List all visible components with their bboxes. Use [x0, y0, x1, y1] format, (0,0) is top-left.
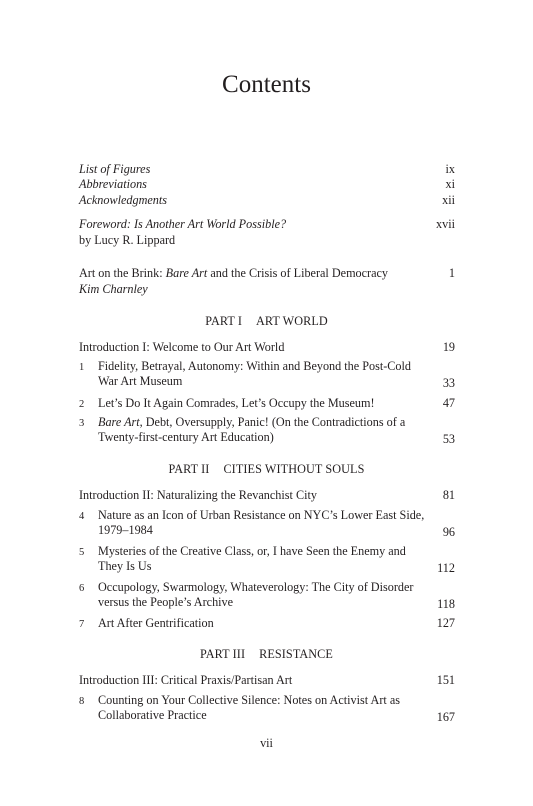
entry-title: List of Figures: [79, 162, 151, 176]
chapter-number: 3: [79, 418, 85, 429]
chapter-title-line2: 1979–1984: [98, 523, 153, 537]
title-part: , Debt, Oversupply, Panic! (On the Contradictions of a: [139, 415, 406, 429]
entry-page: 118: [437, 597, 455, 611]
chapter-title-line1: Fidelity, Betrayal, Autonomy: Within and Beyond the Post-Cold: [98, 359, 411, 373]
chapter-number: 5: [79, 547, 85, 558]
chapter-title-line2: Collaborative Practice: [98, 708, 207, 722]
chapter-number: 4: [79, 511, 85, 522]
entry-title: Introduction I: Welcome to Our Art World: [79, 340, 285, 354]
chapter-title-line2: They Is Us: [98, 559, 152, 573]
author-name: Kim Charnley: [79, 282, 148, 296]
entry-page: 167: [436, 710, 455, 724]
chapter-title-line1: Mysteries of the Creative Class, or, I have Seen the Enemy and: [98, 544, 406, 558]
chapter-number: 6: [79, 583, 85, 594]
part-label: PART I: [205, 314, 242, 328]
part-name: CITIES WITHOUT SOULS: [223, 462, 365, 476]
entry-page: ix: [445, 162, 455, 176]
entry-page: 33: [442, 376, 455, 390]
chapter-title-line1: Occupology, Swarmology, Whateverology: The City of Disorder: [98, 580, 414, 594]
page-title: Contents: [222, 71, 311, 98]
chapter-number: 8: [79, 696, 85, 707]
author-name: by Lucy R. Lippard: [79, 233, 176, 247]
chapter-title-line1: [98, 415, 423, 430]
entry-title: Foreword: Is Another Art World Possible?: [79, 217, 287, 231]
part-name: RESISTANCE: [259, 647, 333, 661]
entry-page: 96: [442, 525, 455, 539]
entry-page: xii: [442, 193, 455, 207]
chapter-title-line2: War Art Museum: [98, 374, 183, 388]
entry-title: Introduction II: Naturalizing the Revanchist City: [79, 488, 317, 502]
entry-page: 81: [442, 488, 455, 502]
entry-title: Introduction III: Critical Praxis/Partisan Art: [79, 673, 293, 687]
entry-page: 47: [442, 396, 455, 410]
entry-title: [79, 266, 409, 281]
entry-page: 53: [442, 432, 455, 446]
part-heading-2: [0, 462, 533, 477]
page-folio: vii: [260, 736, 273, 750]
title-part: Art on the Brink:: [79, 266, 166, 280]
chapter-title-line2: Twenty-first-century Art Education): [98, 430, 274, 444]
entry-page: 127: [436, 616, 455, 630]
title-part: and the Crisis of Liberal Democracy: [207, 266, 389, 280]
part-name: ART WORLD: [255, 314, 328, 328]
chapter-number: 7: [79, 619, 85, 630]
entry-title: Abbreviations: [79, 177, 147, 191]
part-label: PART III: [200, 647, 246, 661]
part-heading-1: [0, 314, 533, 329]
chapter-number: 2: [79, 399, 85, 410]
entry-page: 19: [442, 340, 455, 354]
chapter-number: 1: [79, 362, 85, 373]
entry-page: 112: [437, 561, 455, 575]
chapter-title-line2: versus the People’s Archive: [98, 595, 234, 609]
chapter-title-line1: Let’s Do It Again Comrades, Let’s Occupy the Museum!: [98, 396, 375, 410]
chapter-title-line1: Nature as an Icon of Urban Resistance on NYC’s Lower East Side,: [98, 508, 425, 522]
entry-title: Acknowledgments: [79, 193, 167, 207]
entry-page: 151: [436, 673, 455, 687]
chapter-title-line1: Counting on Your Collective Silence: Notes on Activist Art as: [98, 693, 400, 707]
part-heading-3: [0, 647, 533, 662]
title-italic: Bare Art: [98, 415, 140, 429]
entry-page: xi: [445, 177, 455, 191]
entry-page: xvii: [436, 217, 455, 231]
title-italic: Bare Art: [165, 266, 208, 280]
chapter-title-line1: Art After Gentrification: [98, 616, 214, 630]
part-label: PART II: [168, 462, 210, 476]
entry-page: 1: [448, 266, 455, 280]
